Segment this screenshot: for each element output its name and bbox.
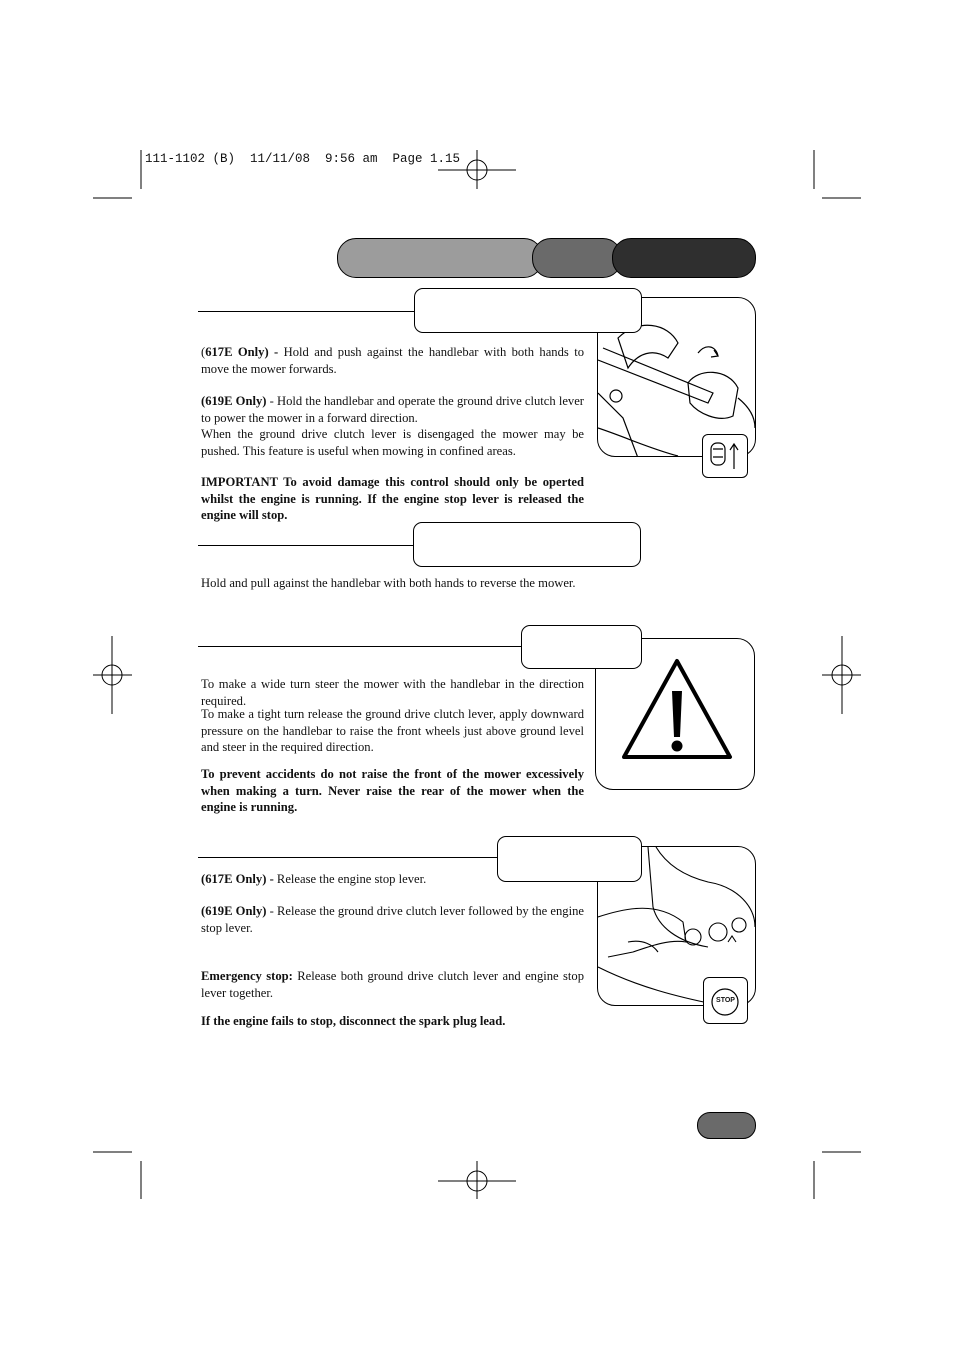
forward-drive-icon (702, 434, 748, 478)
forward-paragraph-619e: (619E Only) - Hold the handlebar and operate the ground drive clutch lever to power the mower in a forward direction. (201, 394, 584, 425)
section-rule (198, 545, 415, 546)
section-rule (198, 646, 523, 647)
page-number-pill (697, 1112, 756, 1139)
reverse-paragraph: Hold and pull against the handlebar with both hands to reverse the mower. (201, 576, 576, 590)
stopping-spark-plug-note: If the engine fails to stop, disconnect the spark plug lead. (201, 1014, 506, 1028)
section-rule (198, 311, 416, 312)
section-title-box (413, 522, 641, 567)
stopping-emergency: Emergency stop: Release both ground drive clutch lever and engine stop lever together. (201, 969, 585, 1000)
turning-paragraph-tight: To make a tight turn release the ground drive clutch lever, apply downward pressure on the handlebar to raise the front wheels just above ground level and steer in the required direction. (201, 707, 584, 754)
header-tab-mid (532, 238, 622, 278)
header-tab-dark (612, 238, 756, 278)
forward-important-note: IMPORTANT To avoid damage this control should only be operted whilst the engine is running. If the engine stop lever is released the engine will stop. (201, 475, 584, 522)
stopping-paragraph-617e: (617E Only) - Release the engine stop lever. (201, 872, 427, 886)
section-title-box (521, 625, 642, 669)
section-rule (198, 857, 498, 858)
turning-warning-note: To prevent accidents do not raise the front of the mower excessively when making a turn. Never raise the rear of the mower when the engine is running. (201, 767, 584, 814)
print-slug: 111-1102 (B) 11/11/08 9:56 am Page 1.15 (145, 152, 461, 166)
stopping-paragraph-619e: (619E Only) - Release the ground drive clutch lever followed by the engine stop lever. (201, 904, 584, 935)
forward-paragraph-617e: (617E Only) - Hold and push against the handlebar with both hands to move the mower forwards. (201, 345, 584, 376)
engine-stop-icon (703, 977, 748, 1024)
stop-icon-label: STOP (716, 997, 735, 1004)
forward-paragraph-disengaged: When the ground drive clutch lever is disengaged the mower may be pushed. This feature is useful when mowing in confined areas. (201, 427, 584, 458)
section-title-box (414, 288, 642, 333)
turning-paragraph-wide: To make a wide turn steer the mower with the handlebar in the direction required. (201, 677, 584, 708)
header-tab-light (337, 238, 543, 278)
